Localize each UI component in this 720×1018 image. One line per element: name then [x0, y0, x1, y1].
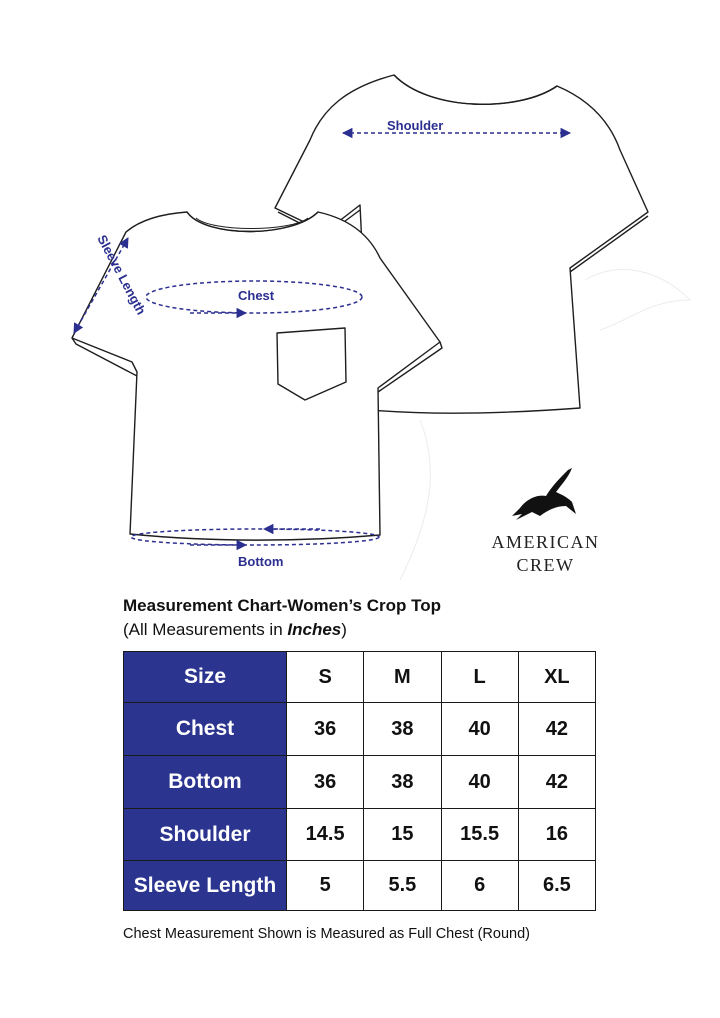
size-chart-table: [123, 651, 596, 911]
table-row: [124, 703, 596, 756]
brand-name-line2: CREW: [516, 555, 575, 575]
table-row: [124, 756, 596, 809]
table-cell: 38: [364, 703, 441, 756]
chart-subtitle: [123, 620, 347, 640]
subtitle-unit: Inches: [287, 620, 342, 639]
size-xl-header: XL: [518, 652, 595, 703]
table-cell: 42: [518, 756, 595, 809]
table-row: [124, 809, 596, 861]
shoulder-label: Shoulder: [387, 118, 444, 133]
size-header-cell: Size: [124, 652, 287, 703]
row-label-chest: Chest: [124, 703, 287, 756]
table-cell: 40: [441, 756, 518, 809]
bottom-label: Bottom: [238, 554, 284, 569]
subtitle-prefix: (All Measurements in: [123, 620, 288, 639]
table-cell: 5: [287, 861, 364, 911]
table-cell: 6.5: [518, 861, 595, 911]
row-label-bottom: Bottom: [124, 756, 287, 809]
row-label-sleeve-length: Sleeve Length: [124, 861, 287, 911]
table-cell: 14.5: [287, 809, 364, 861]
size-l-header: L: [441, 652, 518, 703]
size-s-header: S: [287, 652, 364, 703]
size-m-header: M: [364, 652, 441, 703]
table-cell: 6: [441, 861, 518, 911]
table-cell: 15.5: [441, 809, 518, 861]
sleeve-length-label: Sleeve Length: [94, 232, 149, 318]
table-cell: 5.5: [364, 861, 441, 911]
table-header-row: [124, 652, 596, 703]
table-cell: 15: [364, 809, 441, 861]
row-label-shoulder: Shoulder: [124, 809, 287, 861]
chest-label: Chest: [238, 288, 275, 303]
table-cell: 38: [364, 756, 441, 809]
table-cell: 36: [287, 756, 364, 809]
chart-title: Measurement Chart-Women’s Crop Top: [123, 596, 441, 615]
table-row: [124, 861, 596, 911]
subtitle-suffix: ): [341, 620, 347, 639]
footnote: Chest Measurement Shown is Measured as Full Chest (Round): [123, 926, 530, 942]
table-cell: 36: [287, 703, 364, 756]
table-cell: 40: [441, 703, 518, 756]
table-cell: 42: [518, 703, 595, 756]
eagle-icon: [512, 468, 576, 520]
table-cell: 16: [518, 809, 595, 861]
brand-name-line1: AMERICAN: [491, 532, 600, 552]
